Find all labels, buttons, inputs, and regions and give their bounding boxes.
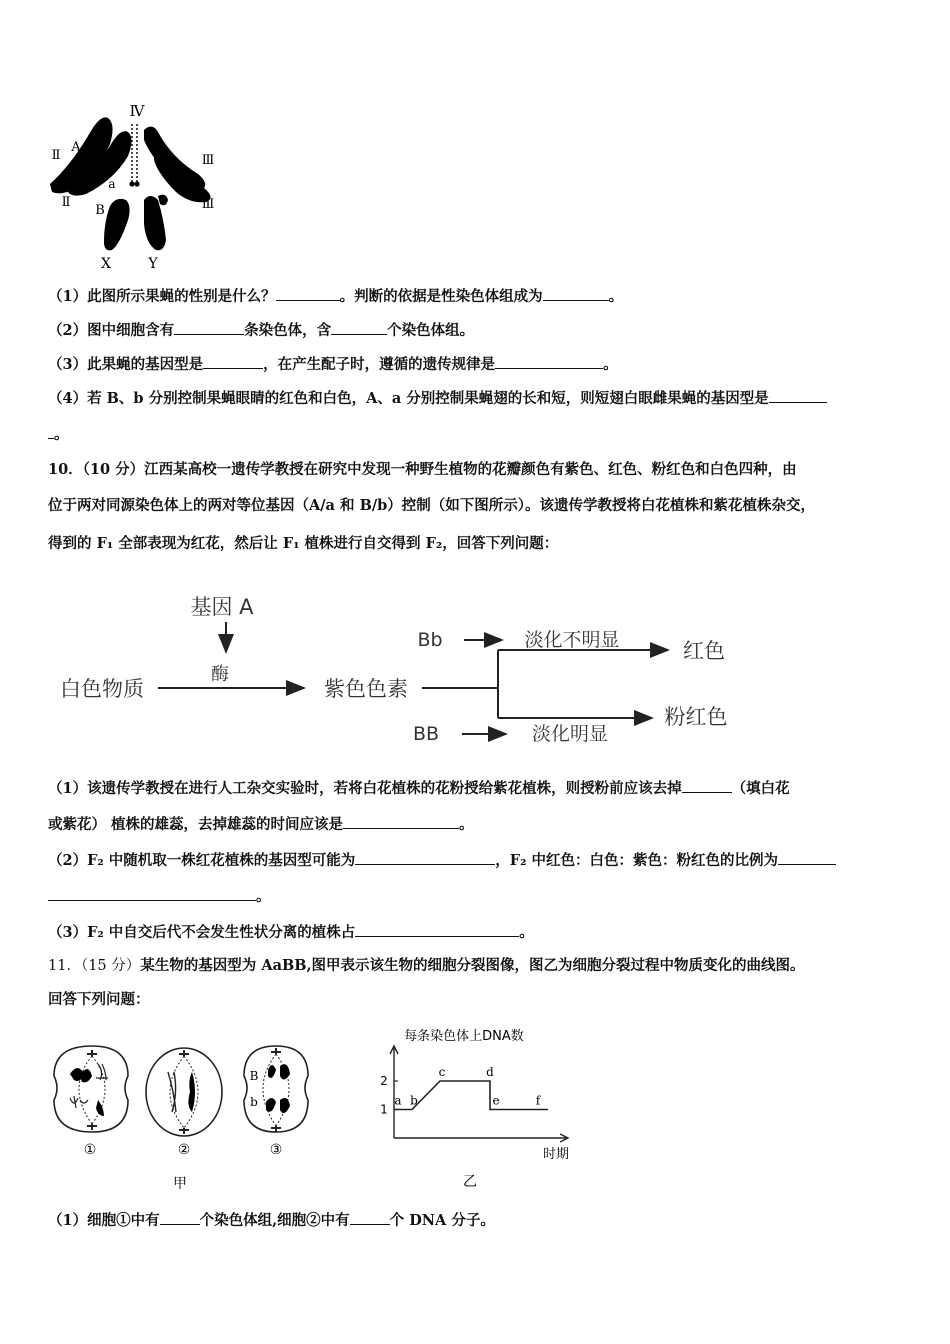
- y-tick-label: 2: [380, 1074, 388, 1088]
- label-iii-bottom: Ⅲ: [201, 197, 215, 212]
- q10-line-3: （3）F₂ 中自交后代不会发生性状分离的植株占 。: [48, 924, 534, 941]
- label-y: Y: [148, 256, 158, 272]
- chart-title: 每条染色体上DNA数: [404, 1029, 524, 1044]
- q11-line-1: （1）细胞①中有 个染色体组,细胞②中有 个 DNA 分子。: [48, 1212, 495, 1229]
- point-label-b: b: [410, 1093, 418, 1108]
- chart-xlabel: 时期: [542, 1147, 570, 1162]
- point-label-a: a: [394, 1093, 402, 1108]
- figure-yi-caption: 乙: [463, 1174, 477, 1190]
- purple-pigment-label: 紫色色素: [324, 677, 408, 701]
- strong-fading-label: 淡化明显: [531, 723, 609, 745]
- q10-header-line-3: 得到的 F₁ 全部表现为红花，然后让 F₁ 植株进行自交得到 F₂，回答下列问题：: [48, 535, 559, 552]
- chromosome-x: [104, 199, 130, 250]
- label-iii-top: Ⅲ: [201, 153, 215, 168]
- enzyme-label: 酶: [211, 664, 229, 685]
- cell-2: [146, 1048, 222, 1136]
- pink-label: 粉红色: [664, 705, 728, 729]
- white-substance-label: 白色物质: [60, 677, 144, 701]
- point-label-c: c: [438, 1065, 446, 1079]
- q10-line-2-cont: 。: [48, 886, 271, 907]
- point-label-f: f: [535, 1093, 541, 1108]
- cell-3-gene-b-lower: b: [250, 1095, 258, 1109]
- pigment-pathway-diagram: [40, 590, 760, 756]
- genotype-bb-hom: BB: [412, 723, 440, 745]
- cell-1: [54, 1046, 128, 1132]
- q11-header-line-2: 回答下列问题：: [48, 991, 150, 1008]
- q10-header-line-1: 10．（10 分）江西某高校一遗传学教授在研究中发现一种野生植物的花瓣颜色有紫色、红色、粉红色和白色四种，由: [48, 461, 797, 478]
- q10-line-2: （2）F₂ 中随机取一株红花植株的基因型可能为 ，F₂ 中红色：白色：紫色：粉红色的比例为: [48, 850, 836, 871]
- weak-fading-label: 淡化不明显: [524, 629, 620, 651]
- q10-header-line-2: 位于两对同源染色体上的两对等位基因（A/a 和 B/b）控制（如下图所示）。该遗传学教授将白花植株和紫花植株杂交，: [48, 497, 816, 514]
- q10-line-1: （1）该遗传学教授在进行人工杂交实验时，若将白花植株的花粉授给紫花植株，则授粉前应该去掉 （填白花: [48, 780, 790, 797]
- label-gene-a-lower: a: [108, 177, 116, 191]
- cell-1-number: ①: [83, 1142, 97, 1158]
- q9-line-2: （2）图中细胞含有 条染色体，含 个染色体组。: [48, 322, 475, 339]
- cell-2-number: ②: [177, 1142, 191, 1158]
- label-ii-bottom: Ⅱ: [61, 195, 71, 210]
- point-label-d: d: [486, 1065, 494, 1079]
- point-label-e: e: [492, 1093, 500, 1108]
- label-gene-b: B: [95, 203, 105, 218]
- label-gene-a-upper: A: [71, 140, 81, 155]
- label-x: X: [101, 256, 111, 272]
- q9-line-4-cont: 。: [48, 424, 69, 445]
- q9-line-3: （3）此果蝇的基因型是 ，在产生配子时，遵循的遗传规律是 。: [48, 356, 618, 373]
- cell-3-gene-b-upper: B: [249, 1069, 259, 1083]
- label-ii-top: Ⅱ: [51, 148, 61, 163]
- label-iv: Ⅳ: [129, 102, 145, 120]
- cell-3: [244, 1046, 308, 1132]
- q11-header-line-1: 11．（15 分）某生物的基因型为 AaBB,图甲表示该生物的细胞分裂图像，图乙为细胞分裂过程中物质变化的曲线图。: [48, 957, 805, 974]
- q9-line-4: （4）若 B、b 分别控制果蝇眼睛的红色和白色，A、a 分别控制果蝇翅的长和短，则短翅白眼雌果蝇的基因型是: [48, 388, 827, 409]
- q9-line-1: （1）此图所示果蝇的性别是什么？ 。判断的依据是性染色体组成为 。: [48, 288, 624, 305]
- gene-a-label: 基因 A: [190, 595, 254, 619]
- genotype-bb-het: Bb: [417, 629, 443, 651]
- cell-3-number: ③: [269, 1142, 283, 1158]
- y-tick-label: 1: [380, 1102, 388, 1117]
- chromosome-figure: [40, 96, 230, 272]
- cell-division-figure: [44, 1036, 324, 1194]
- dna-per-chromosome-chart: [372, 1022, 582, 1192]
- figure-jia-caption: 甲: [173, 1176, 187, 1192]
- q10-line-1-cont: 或紫花） 植株的雄蕊，去掉雄蕊的时间应该是 。: [48, 816, 474, 833]
- red-label: 红色: [683, 639, 725, 663]
